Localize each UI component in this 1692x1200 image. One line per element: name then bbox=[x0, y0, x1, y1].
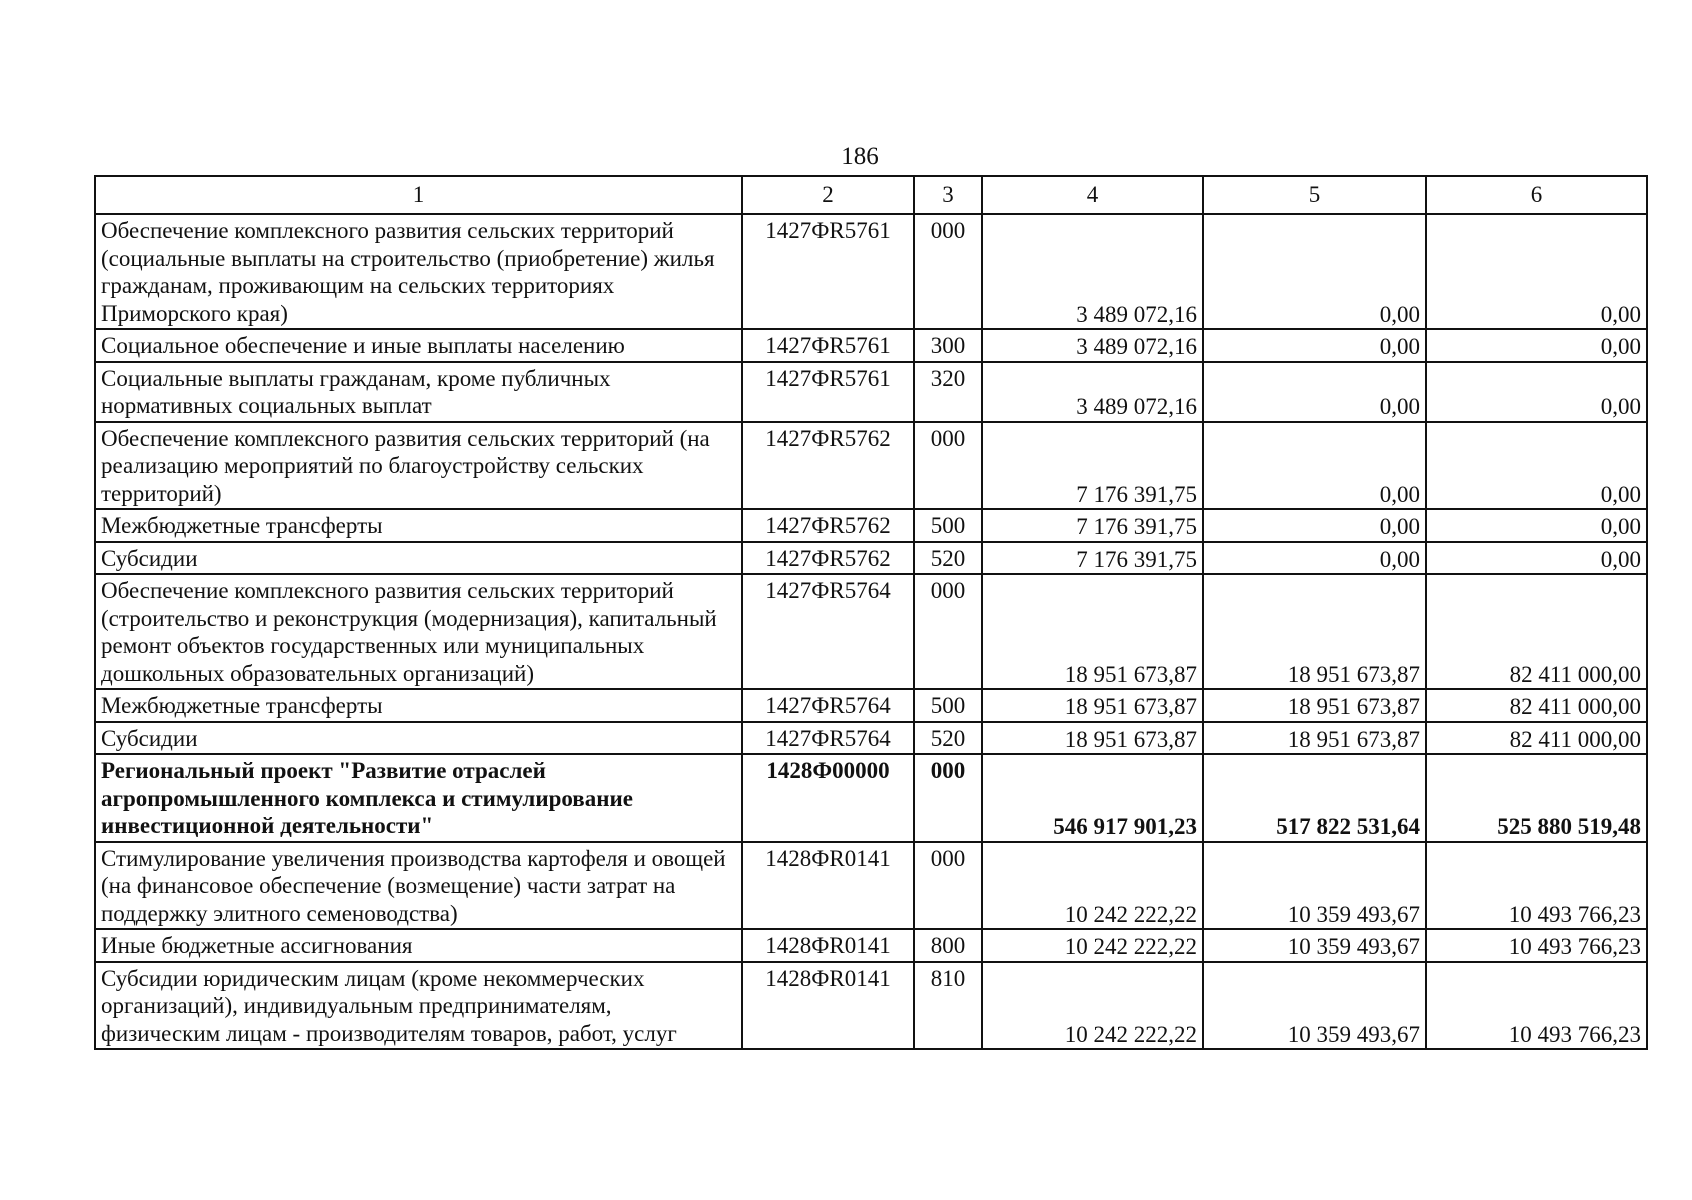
row-value-col5: 517 822 531,64 bbox=[1203, 754, 1426, 842]
row-value-col5: 10 359 493,67 bbox=[1203, 929, 1426, 962]
table-row bbox=[95, 329, 1647, 362]
table-row bbox=[95, 929, 1647, 962]
row-value-col6: 10 493 766,23 bbox=[1426, 929, 1647, 962]
row-value-col5: 0,00 bbox=[1203, 509, 1426, 542]
row-code-cell: 1427ФR5761 bbox=[742, 362, 914, 422]
row-name-cell: Социальное обеспечение и иные выплаты населению bbox=[95, 329, 742, 362]
row-value-col6: 0,00 bbox=[1426, 542, 1647, 575]
row-value-col5: 18 951 673,87 bbox=[1203, 722, 1426, 755]
table-row bbox=[95, 422, 1647, 510]
row-code-cell: 1427ФR5761 bbox=[742, 329, 914, 362]
row-name-cell: Иные бюджетные ассигнования bbox=[95, 929, 742, 962]
row-name-cell: Субсидии юридическим лицам (кроме некоммерческих организаций), индивидуальным предпринимателям, физическим лицам - производителям товаров, работ, услуг bbox=[95, 962, 742, 1050]
row-name-cell: Региональный проект "Развитие отраслей агропромышленного комплекса и стимулирование инвестиционной деятельности" bbox=[95, 754, 742, 842]
header-col-1: 1 bbox=[95, 176, 742, 214]
row-value-col4: 3 489 072,16 bbox=[982, 362, 1203, 422]
row-name-cell: Межбюджетные трансферты bbox=[95, 689, 742, 722]
row-value-col6: 82 411 000,00 bbox=[1426, 574, 1647, 689]
row-value-col5: 0,00 bbox=[1203, 362, 1426, 422]
row-kind-cell: 300 bbox=[914, 329, 982, 362]
row-kind-cell: 800 bbox=[914, 929, 982, 962]
row-value-col6: 0,00 bbox=[1426, 214, 1647, 329]
row-name-cell: Обеспечение комплексного развития сельских территорий (социальные выплаты на строительство (приобретение) жилья гражданам, проживающим на сельских территориях Приморского края) bbox=[95, 214, 742, 329]
row-value-col6: 0,00 bbox=[1426, 509, 1647, 542]
table-row bbox=[95, 842, 1647, 930]
header-col-6: 6 bbox=[1426, 176, 1647, 214]
row-code-cell: 1428Ф00000 bbox=[742, 754, 914, 842]
table-row bbox=[95, 962, 1647, 1050]
row-kind-cell: 500 bbox=[914, 689, 982, 722]
row-code-cell: 1427ФR5762 bbox=[742, 422, 914, 510]
row-value-col4: 3 489 072,16 bbox=[982, 214, 1203, 329]
row-name-cell: Социальные выплаты гражданам, кроме публичных нормативных социальных выплат bbox=[95, 362, 742, 422]
row-value-col6: 82 411 000,00 bbox=[1426, 722, 1647, 755]
row-value-col4: 546 917 901,23 bbox=[982, 754, 1203, 842]
table-row bbox=[95, 689, 1647, 722]
row-kind-cell: 000 bbox=[914, 842, 982, 930]
row-value-col5: 10 359 493,67 bbox=[1203, 962, 1426, 1050]
row-value-col6: 0,00 bbox=[1426, 329, 1647, 362]
row-value-col4: 18 951 673,87 bbox=[982, 689, 1203, 722]
table-body bbox=[95, 214, 1647, 1049]
row-kind-cell: 000 bbox=[914, 574, 982, 689]
row-name-cell: Обеспечение комплексного развития сельских территорий (строительство и реконструкция (модернизация), капитальный ремонт объектов государственных или муниципальных дошкольных образовательных организаций) bbox=[95, 574, 742, 689]
row-code-cell: 1428ФR0141 bbox=[742, 929, 914, 962]
budget-table bbox=[94, 175, 1648, 1050]
row-value-col4: 10 242 222,22 bbox=[982, 962, 1203, 1050]
row-value-col6: 525 880 519,48 bbox=[1426, 754, 1647, 842]
row-kind-cell: 520 bbox=[914, 542, 982, 575]
row-code-cell: 1428ФR0141 bbox=[742, 962, 914, 1050]
header-col-3: 3 bbox=[914, 176, 982, 214]
header-col-5: 5 bbox=[1203, 176, 1426, 214]
row-name-cell: Субсидии bbox=[95, 722, 742, 755]
row-kind-cell: 000 bbox=[914, 214, 982, 329]
row-value-col5: 18 951 673,87 bbox=[1203, 574, 1426, 689]
table-header-row bbox=[95, 176, 1647, 214]
row-name-cell: Обеспечение комплексного развития сельских территорий (на реализацию мероприятий по благоустройству сельских территорий) bbox=[95, 422, 742, 510]
row-code-cell: 1428ФR0141 bbox=[742, 842, 914, 930]
row-kind-cell: 520 bbox=[914, 722, 982, 755]
page-number: 186 bbox=[841, 143, 879, 170]
row-value-col4: 10 242 222,22 bbox=[982, 929, 1203, 962]
row-value-col4: 18 951 673,87 bbox=[982, 722, 1203, 755]
row-name-cell: Субсидии bbox=[95, 542, 742, 575]
row-value-col5: 10 359 493,67 bbox=[1203, 842, 1426, 930]
row-value-col4: 7 176 391,75 bbox=[982, 509, 1203, 542]
table-row bbox=[95, 214, 1647, 329]
table-row bbox=[95, 722, 1647, 755]
row-value-col6: 0,00 bbox=[1426, 422, 1647, 510]
header-col-4: 4 bbox=[982, 176, 1203, 214]
row-value-col5: 0,00 bbox=[1203, 422, 1426, 510]
row-value-col6: 10 493 766,23 bbox=[1426, 962, 1647, 1050]
row-code-cell: 1427ФR5764 bbox=[742, 722, 914, 755]
row-value-col4: 18 951 673,87 bbox=[982, 574, 1203, 689]
table-row bbox=[95, 754, 1647, 842]
row-value-col6: 10 493 766,23 bbox=[1426, 842, 1647, 930]
row-kind-cell: 000 bbox=[914, 754, 982, 842]
row-value-col5: 0,00 bbox=[1203, 542, 1426, 575]
table-row bbox=[95, 574, 1647, 689]
row-name-cell: Стимулирование увеличения производства картофеля и овощей (на финансовое обеспечение (возмещение) части затрат на поддержку элитного семеноводства) bbox=[95, 842, 742, 930]
table-row bbox=[95, 509, 1647, 542]
row-value-col5: 18 951 673,87 bbox=[1203, 689, 1426, 722]
row-code-cell: 1427ФR5764 bbox=[742, 689, 914, 722]
table-row bbox=[95, 542, 1647, 575]
row-value-col5: 0,00 bbox=[1203, 329, 1426, 362]
row-value-col5: 0,00 bbox=[1203, 214, 1426, 329]
row-kind-cell: 000 bbox=[914, 422, 982, 510]
row-code-cell: 1427ФR5762 bbox=[742, 542, 914, 575]
row-code-cell: 1427ФR5762 bbox=[742, 509, 914, 542]
header-col-2: 2 bbox=[742, 176, 914, 214]
row-kind-cell: 500 bbox=[914, 509, 982, 542]
row-code-cell: 1427ФR5764 bbox=[742, 574, 914, 689]
row-value-col4: 7 176 391,75 bbox=[982, 422, 1203, 510]
row-kind-cell: 320 bbox=[914, 362, 982, 422]
row-value-col4: 10 242 222,22 bbox=[982, 842, 1203, 930]
row-value-col4: 3 489 072,16 bbox=[982, 329, 1203, 362]
row-value-col6: 0,00 bbox=[1426, 362, 1647, 422]
row-value-col4: 7 176 391,75 bbox=[982, 542, 1203, 575]
row-kind-cell: 810 bbox=[914, 962, 982, 1050]
row-code-cell: 1427ФR5761 bbox=[742, 214, 914, 329]
table-row bbox=[95, 362, 1647, 422]
row-value-col6: 82 411 000,00 bbox=[1426, 689, 1647, 722]
row-name-cell: Межбюджетные трансферты bbox=[95, 509, 742, 542]
